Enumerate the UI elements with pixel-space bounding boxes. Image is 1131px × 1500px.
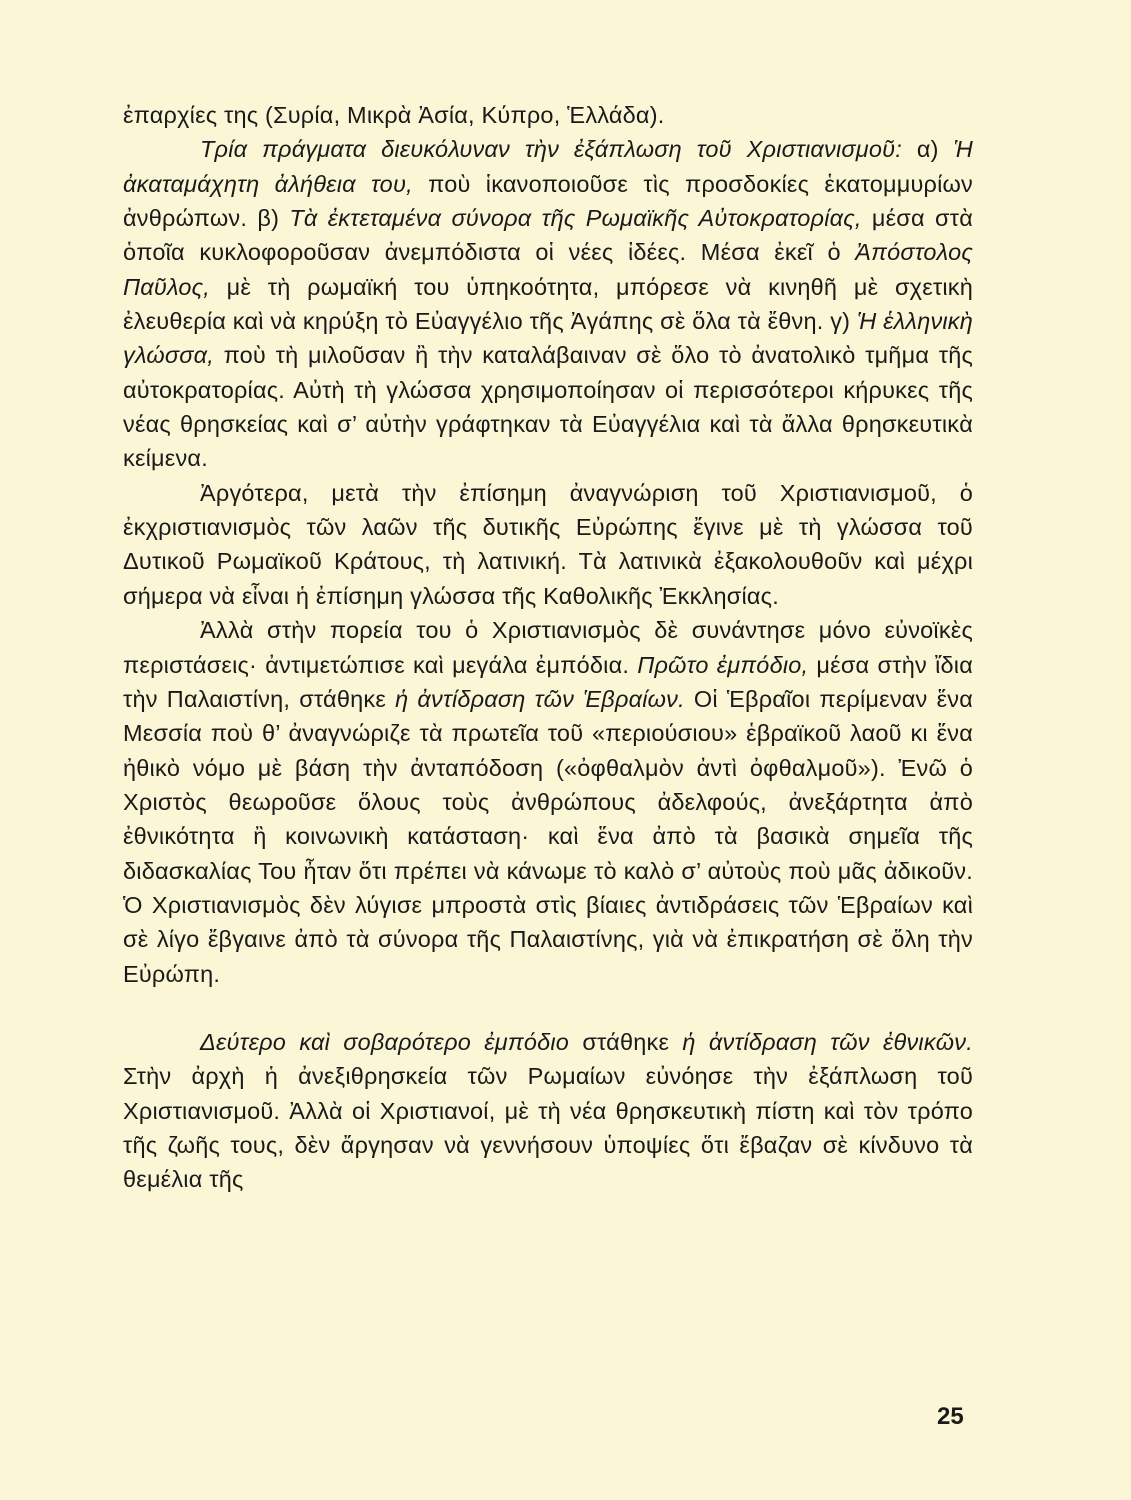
emphasized-text: Πρῶτο ἐμπόδιο, [637,651,809,678]
paragraph-4 [123,613,973,991]
text-run: στάθηκε [569,1028,683,1055]
text-run: μέσα στὴν ἴδια τὴν Παλαιστίνη, στάθηκε [123,651,973,712]
text-run: Ἀργότερα, μετὰ τὴν ἐπίσημη ἀναγνώριση τοῦ Χριστιανισμοῦ, ὁ ἐκχριστιανισμὸς τῶν λαῶν τῆς δυτικῆς Εὐρώπης ἔγινε μὲ τὴ γλώσσα τοῦ Δυτικοῦ Ρωμαϊκοῦ Κράτους, τὴ λατινική. Τὰ λατινικὰ ἐξακολουθοῦν καὶ μέχρι σήμερα νὰ εἶναι ἡ ἐπίσημη γλώσσα τῆς Καθολικῆς Ἐκκλησίας. [123,479,973,609]
paragraph-3 [123,476,973,613]
page-number: 25 [937,1403,964,1430]
emphasized-text: Δεύτερο καὶ σοβαρότερο ἐμπόδιο [200,1028,570,1055]
text-run: Ἀλλὰ στὴν πορεία του ὁ Χριστιανισμὸς δὲ συνάντησε μόνο εὐνοϊκὲς περιστάσεις· ἀντιμετώπισε καὶ μεγάλα ἐμπόδια. [123,617,973,678]
text-run: ποὺ τὴ μιλοῦσαν ἢ τὴν καταλάβαιναν σὲ ὅλο τὸ ἀνατολικὸ τμῆμα τῆς αὐτοκρατορίας. Αὐτὴ τὴ γλώσσα χρησιμοποίησαν οἱ περισσότεροι κήρυκες τῆς νέας θρησκείας καὶ σ’ αὐτὴν γράφτηκαν τὰ Εὐαγγέλια καὶ τὰ ἄλλα θρησκευτικὰ κείμενα. [123,342,973,472]
emphasized-text: ἡ ἀντίδραση τῶν Ἑβραίων. [395,685,685,712]
text-run: μέσα στὰ ὁποῖα κυκλοφοροῦσαν ἀνεμπόδιστα οἱ νέες ἰδέες. Μέσα ἐκεῖ ὁ [123,205,973,266]
text-run: Στὴν ἀρχὴ ἡ ἀνεξιθρησκεία τῶν Ρωμαίων εὐνόησε τὴν ἐξάπλωση τοῦ Χριστιανισμοῦ. Ἀλλὰ οἱ Χριστιανοί, μὲ τὴ νέα θρησκευτικὴ πίστη καὶ τὸν τρόπο τῆς ζωῆς τους, δὲν ἄργησαν νὰ γεννήσουν ὑποψίες ὅτι ἔβαζαν σὲ κίνδυνο τὰ θεμέλια τῆς [123,1063,973,1193]
text-run: μὲ τὴ ρωμαϊκή του ὑπηκοότητα, μπόρεσε νὰ κινηθῆ μὲ σχετικὴ ἐλευθερία καὶ νὰ κηρύξη τὸ Εὐαγγέλιο τῆς Ἀγάπης σὲ ὅλα τὰ ἔθνη. γ) [123,273,973,335]
text-run: Οἱ Ἑβραῖοι περίμεναν ἕνα Μεσσία ποὺ θ’ ἀναγνώριζε τὰ πρωτεῖα τοῦ «περιούσιου» ἑβραϊκοῦ λαοῦ κι ἕνα ἠθικὸ νόμο μὲ βάση τὴν ἀνταπόδοση («ὀφθαλμὸν ἀντὶ ὀφθαλμοῦ»). Ἐνῶ ὁ Χριστὸς θεωροῦσε ὅλους τοὺς ἀνθρώπους ἀδελφούς, ἀνεξάρτητα ἀπὸ ἐθνικότητα ἢ κοινωνικὴ κατάσταση· καὶ ἕνα ἀπὸ τὰ βασικὰ σημεῖα τῆς διδασκαλίας Του ἦταν ὅτι πρέπει νὰ κάνωμε τὸ καλὸ σ’ αὐτοὺς ποὺ μᾶς ἀδικοῦν. Ὁ Χριστιανισμὸς δὲν λύγισε μπροστὰ στὶς βίαιες ἀντιδράσεις τῶν Ἑβραίων καὶ σὲ λίγο ἔβγαινε ἀπὸ τὰ σύνορα τῆς Παλαιστίνης, γιὰ νὰ ἐπικρατήση σὲ ὅλη τὴν Εὐρώπη. [123,685,974,987]
text-run: α) [901,136,954,163]
emphasized-text: Τὰ ἐκτεταμένα σύνορα τῆς Ρωμαϊκῆς Αὐτοκρατορίας, [289,205,862,232]
paragraph-1-continuation [123,98,973,132]
text-run: ἐπαρχίες της (Συρία, Μικρὰ Ἀσία, Κύπρο, Ἑλλάδα). [123,102,665,128]
emphasized-text: ἡ ἀντίδραση τῶν ἐθνικῶν. [682,1028,973,1055]
emphasized-text: Τρία πράγματα διευκόλυναν τὴν ἐξάπλωση τοῦ Χριστιανισμοῦ: [200,136,902,163]
emphasized-text: Ἡ ἑλληνικὴ γλώσσα, [123,308,974,369]
paragraph-2 [123,132,973,475]
text-run: ποὺ ἱκανοποιοῦσε τὶς προσδοκίες ἑκατομμυρίων ἀνθρώπων. β) [123,170,973,232]
body-text [123,98,973,1197]
paragraph-5 [123,1025,973,1197]
emphasized-text: Ἀπόστολος Παῦλος, [123,239,973,300]
emphasized-text: Ἡ ἀκαταμάχητη ἀλήθεια του, [123,136,973,197]
